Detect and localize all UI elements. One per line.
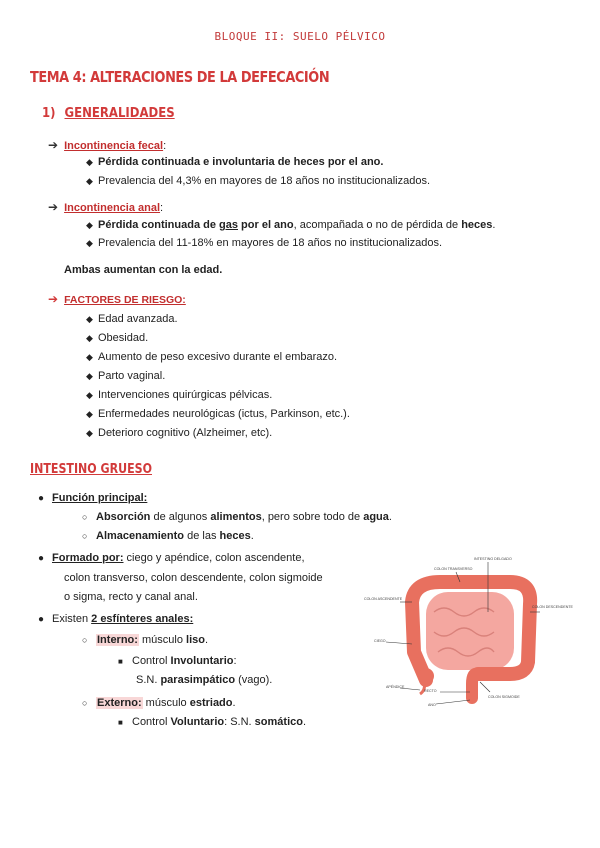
bullet-icon: ● — [38, 614, 45, 625]
alm-a: Almacenamiento — [96, 530, 185, 542]
anal-heading — [48, 200, 163, 214]
externo-c: . — [232, 697, 236, 709]
diamond-bullet-icon: ◆ — [86, 314, 93, 324]
funcion-label: Función principal: — [52, 492, 148, 504]
list-item — [86, 408, 350, 420]
diamond-bullet-icon: ◆ — [86, 220, 93, 230]
interno-label: Interno: — [97, 634, 138, 646]
diamond-bullet-icon: ◆ — [86, 176, 93, 186]
list-item — [86, 219, 495, 231]
generalidades-heading — [42, 106, 184, 121]
abs-c: alimentos — [210, 511, 262, 523]
sn1-line — [136, 674, 272, 686]
formado-l1: ciego y apéndice, colon ascendente, — [123, 552, 305, 564]
list-item — [86, 370, 165, 382]
fecal-bullet2: Prevalencia del 4,3% en mayores de 18 años no institucionalizados. — [98, 175, 431, 187]
bullet-icon: ● — [38, 493, 45, 504]
c2-e: . — [302, 716, 307, 728]
generalidades-number: 1) — [42, 106, 56, 121]
abs-f: . — [388, 511, 392, 523]
interno-b: liso — [186, 634, 205, 646]
anal-b1c: por el ano — [238, 219, 294, 231]
alm-d: . — [250, 530, 254, 542]
list-item — [86, 156, 383, 168]
diamond-bullet-icon: ◆ — [86, 333, 93, 343]
label-ano: ANO — [428, 703, 436, 707]
factor-text: Obesidad. — [98, 332, 149, 344]
c2-b: Voluntario — [170, 716, 225, 728]
c2-d: somático — [254, 716, 303, 728]
abs-a: Absorción — [96, 511, 151, 523]
diamond-bullet-icon: ◆ — [86, 428, 93, 438]
diamond-bullet-icon: ◆ — [86, 157, 93, 167]
list-item — [86, 427, 272, 439]
existen-a: Existen — [52, 613, 92, 625]
circle-bullet-icon: ○ — [82, 635, 88, 645]
anal-label: Incontinencia anal — [64, 202, 161, 214]
list-item — [82, 511, 392, 523]
anal-b1d: , acompañada o no de pérdida de — [293, 219, 462, 231]
label-ciego: CIEGO — [374, 639, 386, 643]
factor-text: Intervenciones quirúrgicas pélvicas. — [98, 389, 273, 401]
c2-a: Control — [132, 716, 171, 728]
interno-c: . — [204, 634, 209, 646]
diamond-bullet-icon: ◆ — [86, 390, 93, 400]
circle-bullet-icon: ○ — [82, 698, 88, 708]
list-item — [82, 697, 236, 709]
arrow-icon: ➔ — [48, 200, 59, 214]
fecal-bullet1: Pérdida continuada e involuntaria de heces por el ano. — [98, 156, 384, 168]
c2-c: : S.N. — [224, 716, 255, 728]
externo-label: Externo: — [97, 697, 142, 709]
anal-b1f: . — [492, 219, 496, 231]
list-item — [86, 351, 337, 363]
c1-a: Control — [132, 655, 171, 667]
c1-b: Involuntario — [170, 655, 234, 667]
anal-b1a: Pérdida continuada de — [98, 219, 220, 231]
list-item — [38, 492, 147, 504]
list-item — [86, 389, 272, 401]
label-colon-sigmoide: COLON SIGMOIDE — [488, 695, 520, 699]
alm-b: de las — [184, 530, 220, 542]
factor-text: Aumento de peso excesivo durante el embarazo. — [98, 351, 338, 363]
arrow-icon: ➔ — [48, 138, 59, 152]
factor-text: Edad avanzada. — [98, 313, 178, 325]
sn1-b: parasimpático — [160, 674, 236, 686]
square-bullet-icon: ■ — [118, 718, 123, 727]
existen-b: 2 esfínteres anales: — [91, 613, 194, 625]
large-intestine-diagram — [360, 552, 573, 712]
c1-c: : — [233, 655, 237, 667]
externo-b: estriado — [189, 697, 233, 709]
circle-bullet-icon: ○ — [82, 531, 88, 541]
tema-title: TEMA 4: ALTERACIONES DE LA DEFECACIÓN — [30, 68, 330, 86]
label-apendice: APÉNDICE — [386, 685, 405, 689]
list-item — [38, 613, 193, 625]
abs-d: , pero sobre todo de — [261, 511, 364, 523]
square-bullet-icon: ■ — [118, 657, 123, 666]
factor-text: Deterioro cognitivo (Alzheimer, etc). — [98, 427, 273, 439]
label-intestino-delgado: INTESTINO DELGADO — [474, 557, 512, 561]
interno-a: músculo — [138, 634, 187, 646]
anal-bullet2: Prevalencia del 11-18% en mayores de 18 años no institucionalizados. — [98, 237, 443, 249]
diamond-bullet-icon: ◆ — [86, 371, 93, 381]
factores-title: FACTORES DE RIESGO: — [64, 294, 186, 306]
anal-colon: : — [160, 202, 164, 214]
abs-e: agua — [363, 511, 389, 523]
diamond-bullet-icon: ◆ — [86, 238, 93, 248]
cecum-shape — [418, 668, 434, 684]
ambas: Ambas aumentan con la edad. — [64, 264, 223, 276]
bullet-icon: ● — [38, 553, 45, 564]
list-item — [86, 313, 178, 325]
label-line — [480, 682, 490, 692]
abs-b: de algunos — [150, 511, 211, 523]
factor-text: Parto vaginal. — [98, 370, 166, 382]
label-line — [436, 700, 470, 704]
factores-heading — [48, 292, 186, 306]
header: BLOQUE II: SUELO PÉLVICO — [214, 30, 386, 43]
label-colon-descendente: COLON DESCENDENTE — [532, 605, 573, 609]
label-colon-ascendente: COLON ASCENDENTE — [364, 597, 403, 601]
generalidades-title: GENERALIDADES — [64, 106, 175, 121]
list-item — [82, 530, 254, 542]
sn1-c: (vago). — [235, 674, 273, 686]
rectum-shape — [472, 674, 478, 698]
sn1-a: S.N. — [136, 674, 161, 686]
alm-c: heces — [219, 530, 251, 542]
list-item — [118, 716, 306, 728]
anal-b1b: gas — [219, 219, 238, 231]
anal-b1e: heces — [461, 219, 493, 231]
list-item — [86, 332, 148, 344]
list-item — [82, 634, 208, 646]
fecal-label: Incontinencia fecal — [64, 140, 164, 152]
list-item — [86, 175, 430, 187]
label-colon-transverso: COLON TRANSVERSO — [434, 567, 473, 571]
formado-line3: o sigma, recto y canal anal. — [64, 591, 198, 603]
diamond-bullet-icon: ◆ — [86, 352, 93, 362]
diamond-bullet-icon: ◆ — [86, 409, 93, 419]
small-intestine-shape — [426, 592, 514, 670]
list-item — [86, 237, 442, 249]
label-recto: RECTO — [424, 689, 437, 693]
externo-a: músculo — [142, 697, 190, 709]
ambas-text — [64, 264, 222, 276]
fecal-heading — [48, 138, 166, 152]
circle-bullet-icon: ○ — [82, 512, 88, 522]
formado-line2: colon transverso, colon descendente, colon sigmoide — [64, 572, 323, 584]
intestino-title: INTESTINO GRUESO — [30, 462, 153, 477]
list-item — [118, 655, 237, 667]
fecal-colon: : — [163, 140, 167, 152]
formado-label: Formado por: — [52, 552, 124, 564]
arrow-icon: ➔ — [48, 292, 59, 306]
factor-text: Enfermedades neurológicas (ictus, Parkinson, etc.). — [98, 408, 350, 420]
list-item — [38, 552, 305, 564]
